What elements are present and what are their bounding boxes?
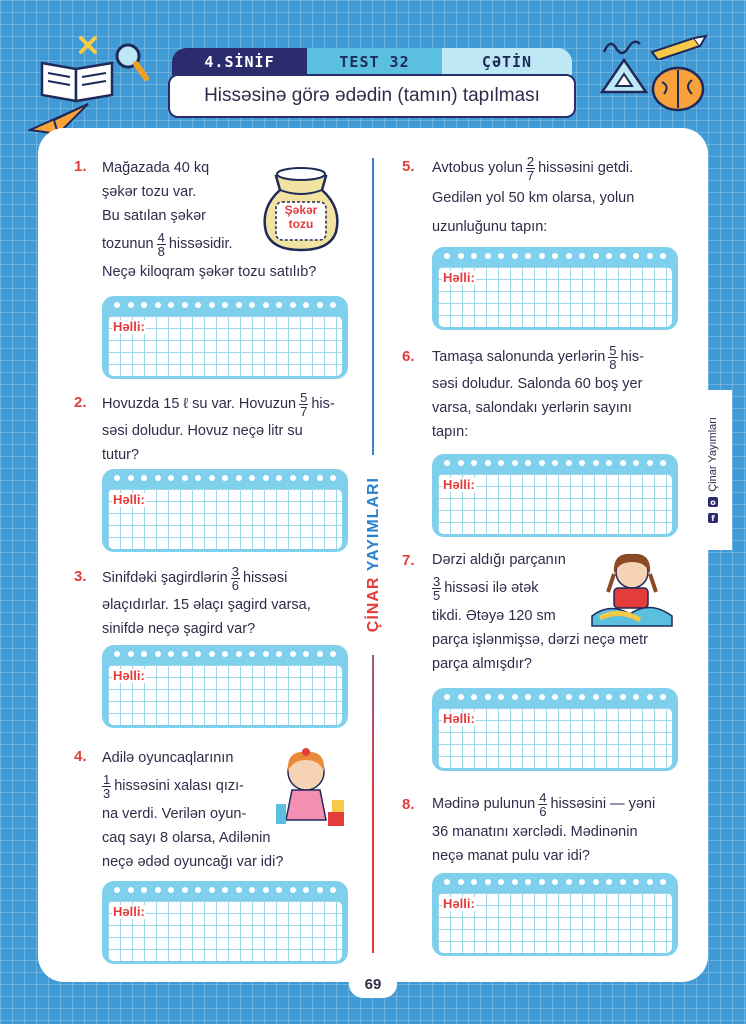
answer-box-6[interactable] [432,454,678,537]
question-7-line: parça işlənmişsə, dərzi neçə metr [432,632,648,648]
question-4-line: caq sayı 8 olarsa, Adilənin [102,830,271,846]
answer-box-8[interactable] [432,873,678,956]
question-3-fraction: $\frac{3}{6}$ [231,563,239,593]
question-6 [432,342,702,444]
question-2-number: 2. [74,394,87,411]
question-8-line: Mədinə pulunun [432,796,536,812]
brand-vertical-part1: ÇİNAR [365,576,382,633]
question-1-line: Mağazada 40 kq [102,160,210,176]
question-8-line: hissəsini — yəni [550,796,656,812]
page-title: Hissəsinə görə ədədin (tamın) tapılması [168,74,576,118]
question-2-line: səsi doludur. Hovuz neçə litr su [102,423,303,439]
question-4-number: 4. [74,748,87,765]
test-tab: TEST 32 [307,48,442,75]
question-5-fraction: $\frac{2}{7}$ [526,153,535,183]
question-4-line: na verdi. Verilən oyun- [102,806,247,822]
question-7-line: parça almışdır? [432,656,532,672]
question-8 [432,788,704,868]
question-6-line: varsa, salondakı yerlərin sayını [432,400,632,416]
tailor-girl-illustration [590,548,674,628]
question-6-line: səsi doludur. Salonda 60 boş yer [432,376,643,392]
brand-vertical-part2: YAYIMLARI [365,477,382,572]
question-4-line: hissəsini xalası qızı- [114,778,244,794]
answer-label: Həlli: [443,896,475,911]
squiggle-icon [602,38,642,58]
question-7-line: hissəsi ilə ətək [444,580,539,596]
question-4-fraction: $\frac{1}{3}$ [103,771,111,801]
question-6-line: Tamaşa salonunda yerlərin [432,349,606,365]
question-2-line: tutur? [102,447,140,463]
question-5-line: Gedilən yol 50 km olarsa, yolun [432,190,635,206]
answer-label: Həlli: [113,904,145,919]
question-5-line: uzunluğunu tapın: [432,219,548,235]
answer-box-4[interactable] [102,881,348,964]
sugar-sack-label: Şəkər tozu [284,203,318,231]
pencil-icon [648,30,708,60]
facebook-icon: f [708,513,718,523]
question-6-number: 6. [402,348,415,365]
question-3-line: sinifdə neçə şagird var? [102,621,256,637]
question-5-line: hissəsini getdi. [538,160,634,176]
instagram-icon: o [708,497,718,507]
question-1-line: Neçə kiloqram şəkər tozu satılıb? [102,264,317,280]
question-3-number: 3. [74,568,87,585]
answer-label: Həlli: [113,492,145,507]
grade-tab: 4.SİNİF [172,48,307,75]
question-2-line: Hovuzda 15 ℓ su var. Hovuzun [102,396,297,412]
cross-icon [78,35,98,55]
question-4-line: neçə ədəd oyuncağı var idi? [102,854,284,870]
girl-with-toys-illustration [272,744,350,830]
question-3-line: əlaçıdırlar. 15 əlaçı şagird varsa, [102,597,311,613]
answer-label: Həlli: [113,319,145,334]
side-tab-label: Çinar Yayımları [707,416,719,492]
answer-box-1[interactable] [102,296,348,379]
question-8-number: 8. [402,796,415,813]
question-7-line: Dərzi aldığı parçanın [432,552,566,568]
answer-box-5[interactable] [432,247,678,330]
answer-label: Həlli: [443,477,475,492]
question-1-line: tozunun [102,236,154,252]
question-1-number: 1. [74,158,87,175]
question-1-line: şəkər tozu var. [102,184,197,200]
question-3-line: Sinifdəki şagirdlərin [102,570,228,586]
question-8-line: 36 manatını xərclədi. Mədinənin [432,824,638,840]
question-2 [102,389,370,467]
question-7-line: tikdi. Ətəyə 120 sm [432,608,556,624]
answer-label: Həlli: [113,668,145,683]
answer-box-7[interactable] [432,688,678,771]
page-number: 69 [349,970,397,998]
question-6-fraction: $\frac{5}{8}$ [609,342,617,372]
answer-box-2[interactable] [102,469,348,552]
question-6-line: tapın: [432,424,469,440]
triangle-ruler-icon [598,56,650,96]
answer-label: Həlli: [443,270,475,285]
question-3-line: hissəsi [242,570,288,586]
question-4-line: Adilə oyuncaqlarının [102,750,234,766]
magnifier-icon [112,40,152,84]
question-5-line: Avtobus yolun [432,160,523,176]
book-icon [38,55,118,105]
question-1-line: hissəsidir. [168,236,233,252]
header-tabs [172,48,572,75]
question-8-fraction: $\frac{4}{6}$ [539,789,547,819]
level-tab: ÇƏTİN [442,48,572,75]
question-1-fraction: $\frac{4}{8}$ [157,229,165,259]
question-3 [102,563,370,641]
question-5 [432,152,690,242]
answer-label: Həlli: [443,711,475,726]
brain-icon [650,64,706,114]
question-7-fraction: $\frac{3}{5}$ [433,573,441,603]
question-1-line: Bu satılan şəkər [102,208,206,224]
question-5-number: 5. [402,158,415,175]
answer-box-3[interactable] [102,645,348,728]
question-6-line: his- [620,349,644,365]
question-7-number: 7. [402,552,415,569]
question-2-fraction: $\frac{5}{7}$ [300,389,308,419]
question-2-line: his- [311,396,335,412]
question-8-line: neçə manat pulu var idi? [432,848,590,864]
